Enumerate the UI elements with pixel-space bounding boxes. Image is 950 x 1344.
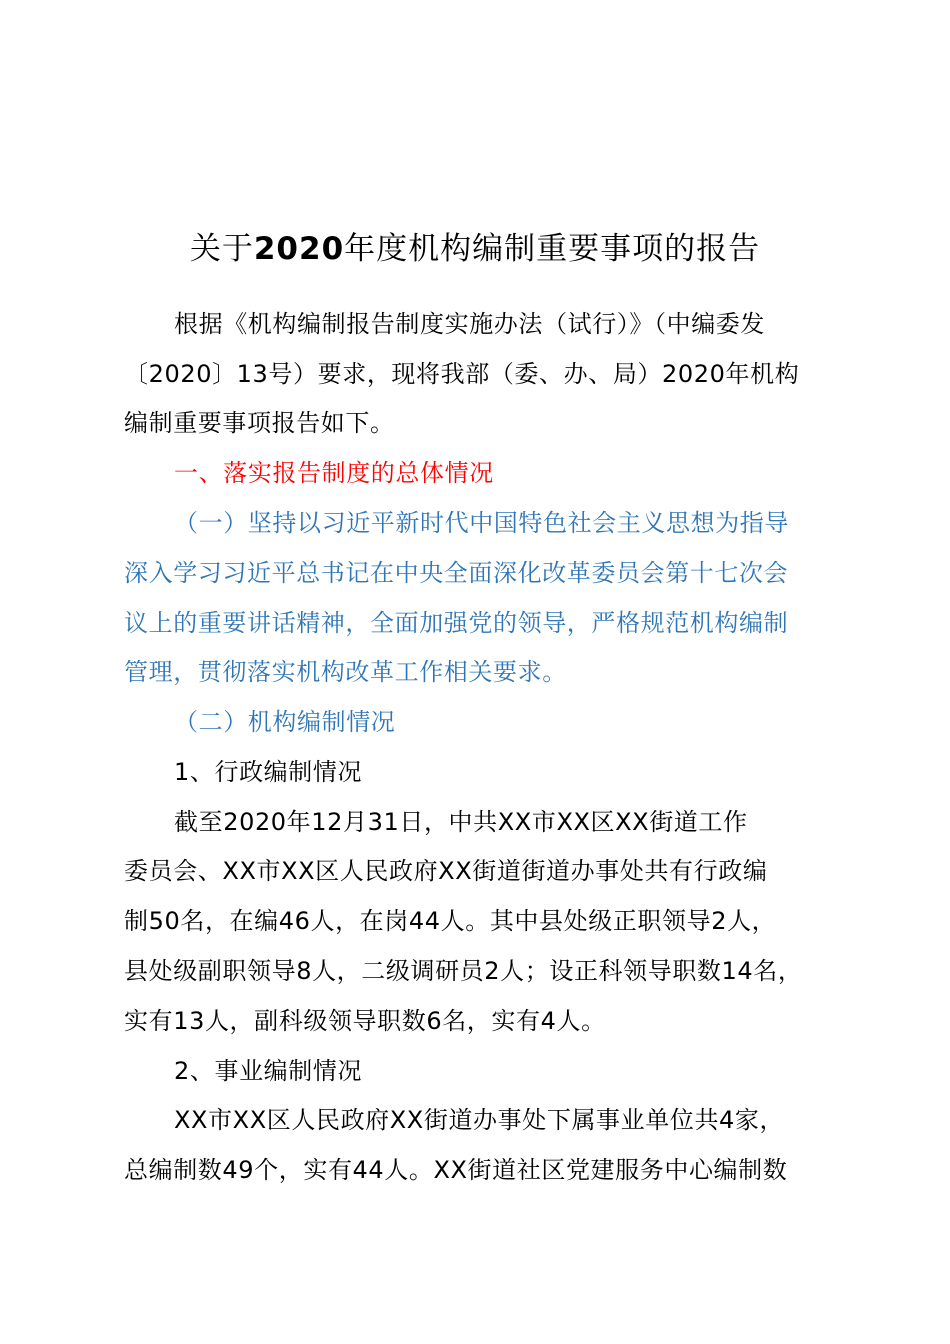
item-heading: 1、行政编制情况 [174,758,363,786]
subsection-heading-line: 深入学习习近平总书记在中央全面深化改革委员会第十七次会 [124,559,789,587]
body-paragraph-line: XX市XX区人民政府XX街道办事处下属事业单位共4家， [174,1106,785,1134]
body-paragraph-line: 制50名，在编46人，在岗44人。其中县处级正职领导2人， [124,907,777,935]
body-paragraph-line: 〔2020〕13号）要求，现将我部（委、办、局）2020年机构 [124,360,800,388]
title-suffix: 年度机构编制重要事项的报告 [344,231,761,267]
body-paragraph-line: 实有13人，副科级领导职数6名，实有4人。 [124,1007,606,1035]
subsection-heading-line: 议上的重要讲话精神，全面加强党的领导，严格规范机构编制 [124,609,789,637]
title-prefix: 关于 [189,231,254,267]
body-paragraph-line: 县处级副职领导8人，二级调研员2人；设正科领导职数14名， [124,957,803,985]
body-paragraph-line: 总编制数49个，实有44人。XX街道社区党建服务中心编制数 [124,1156,788,1184]
body-paragraph-line: 编制重要事项报告如下。 [124,409,395,437]
section-heading: 一、落实报告制度的总体情况 [174,459,494,487]
body-paragraph-line: 截至2020年12月31日，中共XX市XX区XX街道工作 [174,808,748,836]
title-year: 2020 [253,231,345,267]
body-paragraph-line: 根据《机构编制报告制度实施办法（试行）》（中编委发 [174,310,765,338]
subsection-heading-line: （一）坚持以习近平新时代中国特色社会主义思想为指导 [174,509,789,537]
subsection-heading: （二）机构编制情况 [174,708,396,736]
body-paragraph-line: 委员会、XX市XX区人民政府XX街道街道办事处共有行政编 [124,857,768,885]
item-heading: 2、事业编制情况 [174,1057,363,1085]
document-title [0,226,950,272]
subsection-heading-line: 管理，贯彻落实机构改革工作相关要求。 [124,658,567,686]
